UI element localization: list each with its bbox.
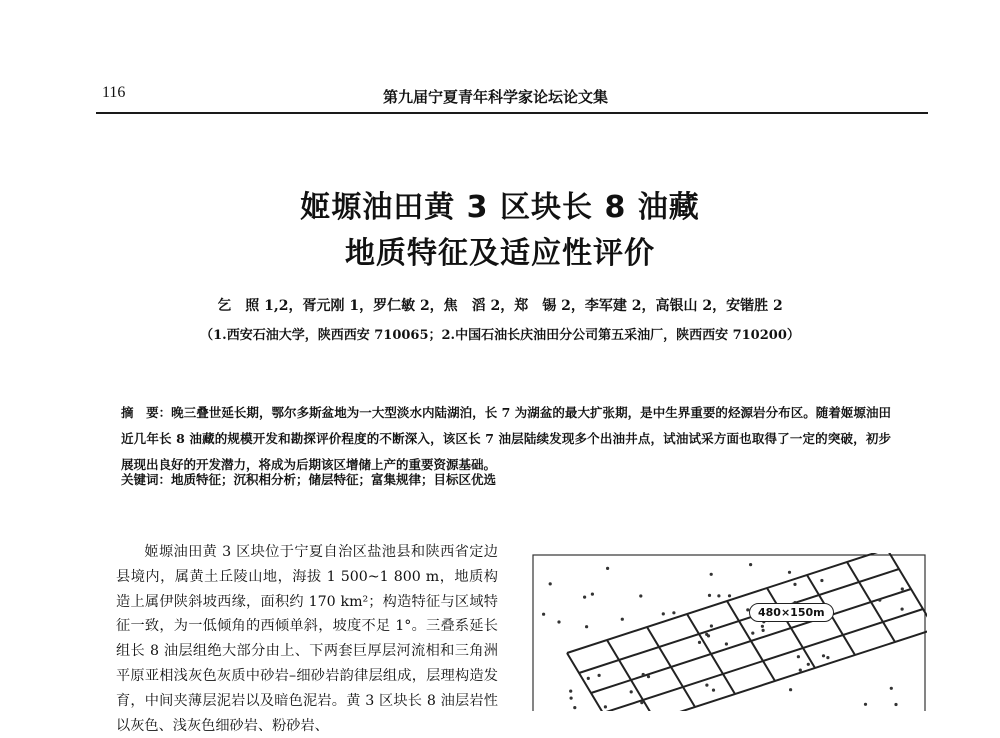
well-point xyxy=(604,705,607,708)
paper-title-line-2: 地质特征及适应性评价 xyxy=(345,236,655,271)
well-point xyxy=(672,611,675,614)
well-point xyxy=(557,620,560,623)
keywords xyxy=(121,470,891,488)
well-point xyxy=(570,697,573,700)
well-point xyxy=(621,618,624,621)
well-point xyxy=(799,669,802,672)
author-list: 乞 照 1,2，胥元刚 1，罗仁敏 2，焦 滔 2，郑 锡 2，李军建 2，高银山 2，安锴胜 2 xyxy=(217,298,783,314)
well-point xyxy=(549,582,552,585)
abstract-text: 晚三叠世延长期，鄂尔多斯盆地为一大型淡水内陆湖泊，长 7 为湖盆的最大扩张期，是中生界重要的烃源岩分布区。随着姬塬油田近几年长 8 油藏的规模开发和勘探评价程度的不断深入，该区长 7 油层陆续发现多个出油井点，试油试采方面也取得了一定的突破，初步展现出良好的开发潜力，将成为后期该区增储上产的重要资源基础。 xyxy=(121,405,891,472)
well-point xyxy=(712,689,715,692)
well-point xyxy=(642,673,645,676)
well-point xyxy=(793,583,796,586)
well-point xyxy=(698,641,701,644)
well-grid-map xyxy=(527,553,927,711)
well-point xyxy=(762,629,765,632)
well-point xyxy=(761,625,764,628)
well-point xyxy=(797,655,800,658)
running-title: 第九届宁夏青年科学家论坛论文集 xyxy=(383,88,609,106)
grid-column-line xyxy=(567,653,615,711)
paper-title-line-1: 姬塬油田黄 3 区块长 8 油藏 xyxy=(300,190,700,225)
well-point xyxy=(901,587,904,590)
well-point xyxy=(630,690,633,693)
grid-row-line xyxy=(567,553,887,653)
abstract-label: 摘 要： xyxy=(121,405,172,420)
abstract xyxy=(121,400,891,478)
well-pattern-figure xyxy=(527,553,927,711)
well-point xyxy=(728,594,731,597)
well-grid-lines xyxy=(567,553,927,711)
well-point xyxy=(890,687,893,690)
well-point xyxy=(725,642,728,645)
well-point xyxy=(569,690,572,693)
well-point xyxy=(901,608,904,611)
well-point xyxy=(826,656,829,659)
well-point xyxy=(710,624,713,627)
well-point xyxy=(639,594,642,597)
well-point xyxy=(587,677,590,680)
well-point xyxy=(788,571,791,574)
well-point xyxy=(751,632,754,635)
scale-label: 480×150m xyxy=(749,603,834,622)
well-point xyxy=(640,701,643,704)
grid-column-line xyxy=(847,562,895,642)
affiliation-list: （1.西安石油大学，陕西西安 710065；2.中国石油长庆油田分公司第五采油厂，陕西西安 710200） xyxy=(200,328,800,343)
figure-frame xyxy=(533,555,925,711)
well-point xyxy=(717,594,720,597)
well-point xyxy=(573,706,576,709)
well-point xyxy=(878,599,881,602)
well-point xyxy=(662,612,665,615)
page-number: 116 xyxy=(102,84,126,101)
well-point xyxy=(647,675,650,678)
keywords-text: 地质特征；沉积相分析；储层特征；富集规律；目标区优选 xyxy=(171,472,497,487)
well-point xyxy=(864,703,867,706)
well-point xyxy=(789,688,792,691)
well-point xyxy=(708,594,711,597)
well-point xyxy=(585,625,588,628)
well-point xyxy=(749,563,752,566)
well-point xyxy=(710,573,713,576)
well-point xyxy=(894,703,897,706)
grid-column-line xyxy=(647,627,695,707)
header-rule xyxy=(96,112,928,114)
keywords-label: 关键词： xyxy=(121,472,172,487)
well-point xyxy=(705,633,708,636)
body-paragraph: 姬塬油田黄 3 区块位于宁夏自治区盐池县和陕西省定边县境内，属黄土丘陵山地，海拔 1 500~1 800 m，地质构造上属伊陕斜坡西缘，面积约 170 km²；构造特征与区域特征一致，为一低倾角的西倾单斜，坡度不足 1°。三叠系延长组长 8 油层组绝大部分由上、下两套巨厚层河流相和三角洲平原亚相浅灰色灰质中砂岩–细砂岩韵律层组成，层理构造发育，中间夹薄层泥岩以及暗色泥岩。黄 3 区块长 8 油层岩性以灰色、浅灰色细砂岩、粉砂岩、 xyxy=(116,544,498,734)
well-point xyxy=(807,663,810,666)
well-point xyxy=(820,579,823,582)
well-point xyxy=(542,613,545,616)
well-point xyxy=(606,567,609,570)
well-point xyxy=(591,593,594,596)
well-point xyxy=(705,684,708,687)
grid-column-line xyxy=(767,588,815,668)
well-point xyxy=(598,674,601,677)
well-point xyxy=(583,596,586,599)
well-point xyxy=(822,654,825,657)
